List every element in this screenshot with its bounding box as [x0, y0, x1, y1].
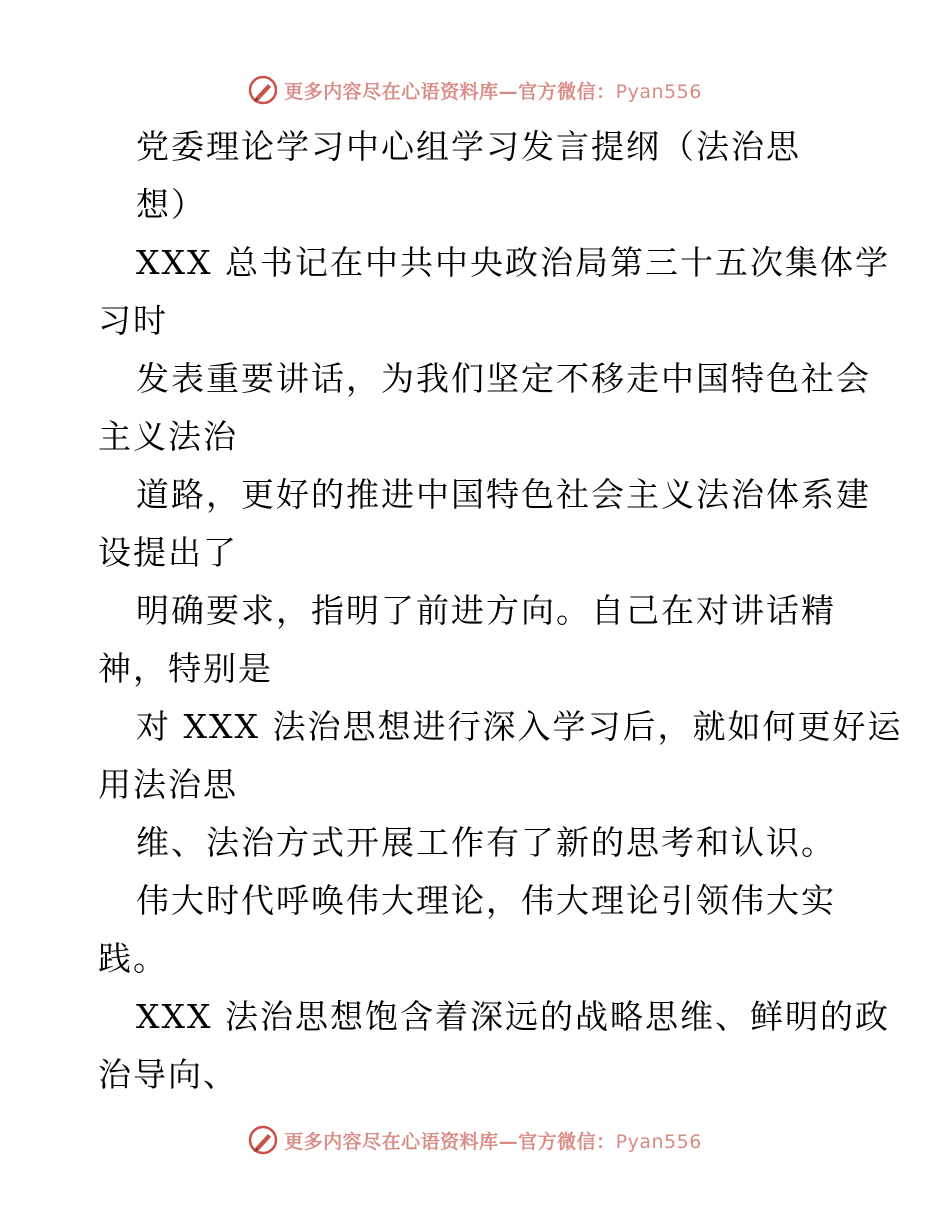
- document-line: 维、法治方式开展工作有了新的思考和认识。: [136, 823, 836, 862]
- pen-logo-icon: [248, 1125, 278, 1155]
- document-line: 治导向、: [98, 1055, 238, 1094]
- document-line: 用法治思: [98, 765, 238, 804]
- document-line: 对 XXX 法治思想进行深入学习后，就如何更好运: [136, 707, 903, 746]
- document-line: 设提出了: [98, 533, 238, 572]
- footer-banner: [0, 1122, 950, 1158]
- document-line: 明确要求，指明了前进方向。自己在对讲话精: [136, 591, 836, 630]
- document-line: 伟大时代呼唤伟大理论，伟大理论引领伟大实: [136, 881, 836, 920]
- document-line: 主义法治: [98, 417, 238, 456]
- document-line: 想）: [136, 185, 206, 224]
- footer-banner-text: 更多内容尽在心语资料库—官方微信：Pyan556: [284, 1130, 702, 1153]
- pen-logo-icon: [248, 75, 278, 105]
- footer-wechat-id: Pyan556: [615, 1130, 702, 1153]
- document-body: [98, 118, 903, 1104]
- document-line: XXX 法治思想饱含着深远的战略思维、鲜明的政: [136, 997, 890, 1036]
- header-banner-text: 更多内容尽在心语资料库—官方微信：Pyan556: [284, 80, 702, 103]
- document-line: 习时: [98, 301, 168, 340]
- document-line: 发表重要讲话，为我们坚定不移走中国特色社会: [136, 359, 871, 398]
- document-line: 神，特别是: [98, 649, 273, 688]
- document-line: 道路，更好的推进中国特色社会主义法治体系建: [136, 475, 871, 514]
- header-banner: [0, 72, 950, 108]
- document-line: 党委理论学习中心组学习发言提纲（法治思: [136, 127, 801, 166]
- document-line: XXX 总书记在中共中央政治局第三十五次集体学: [136, 243, 890, 282]
- header-wechat-id: Pyan556: [615, 80, 702, 103]
- document-line: 践。: [98, 939, 168, 978]
